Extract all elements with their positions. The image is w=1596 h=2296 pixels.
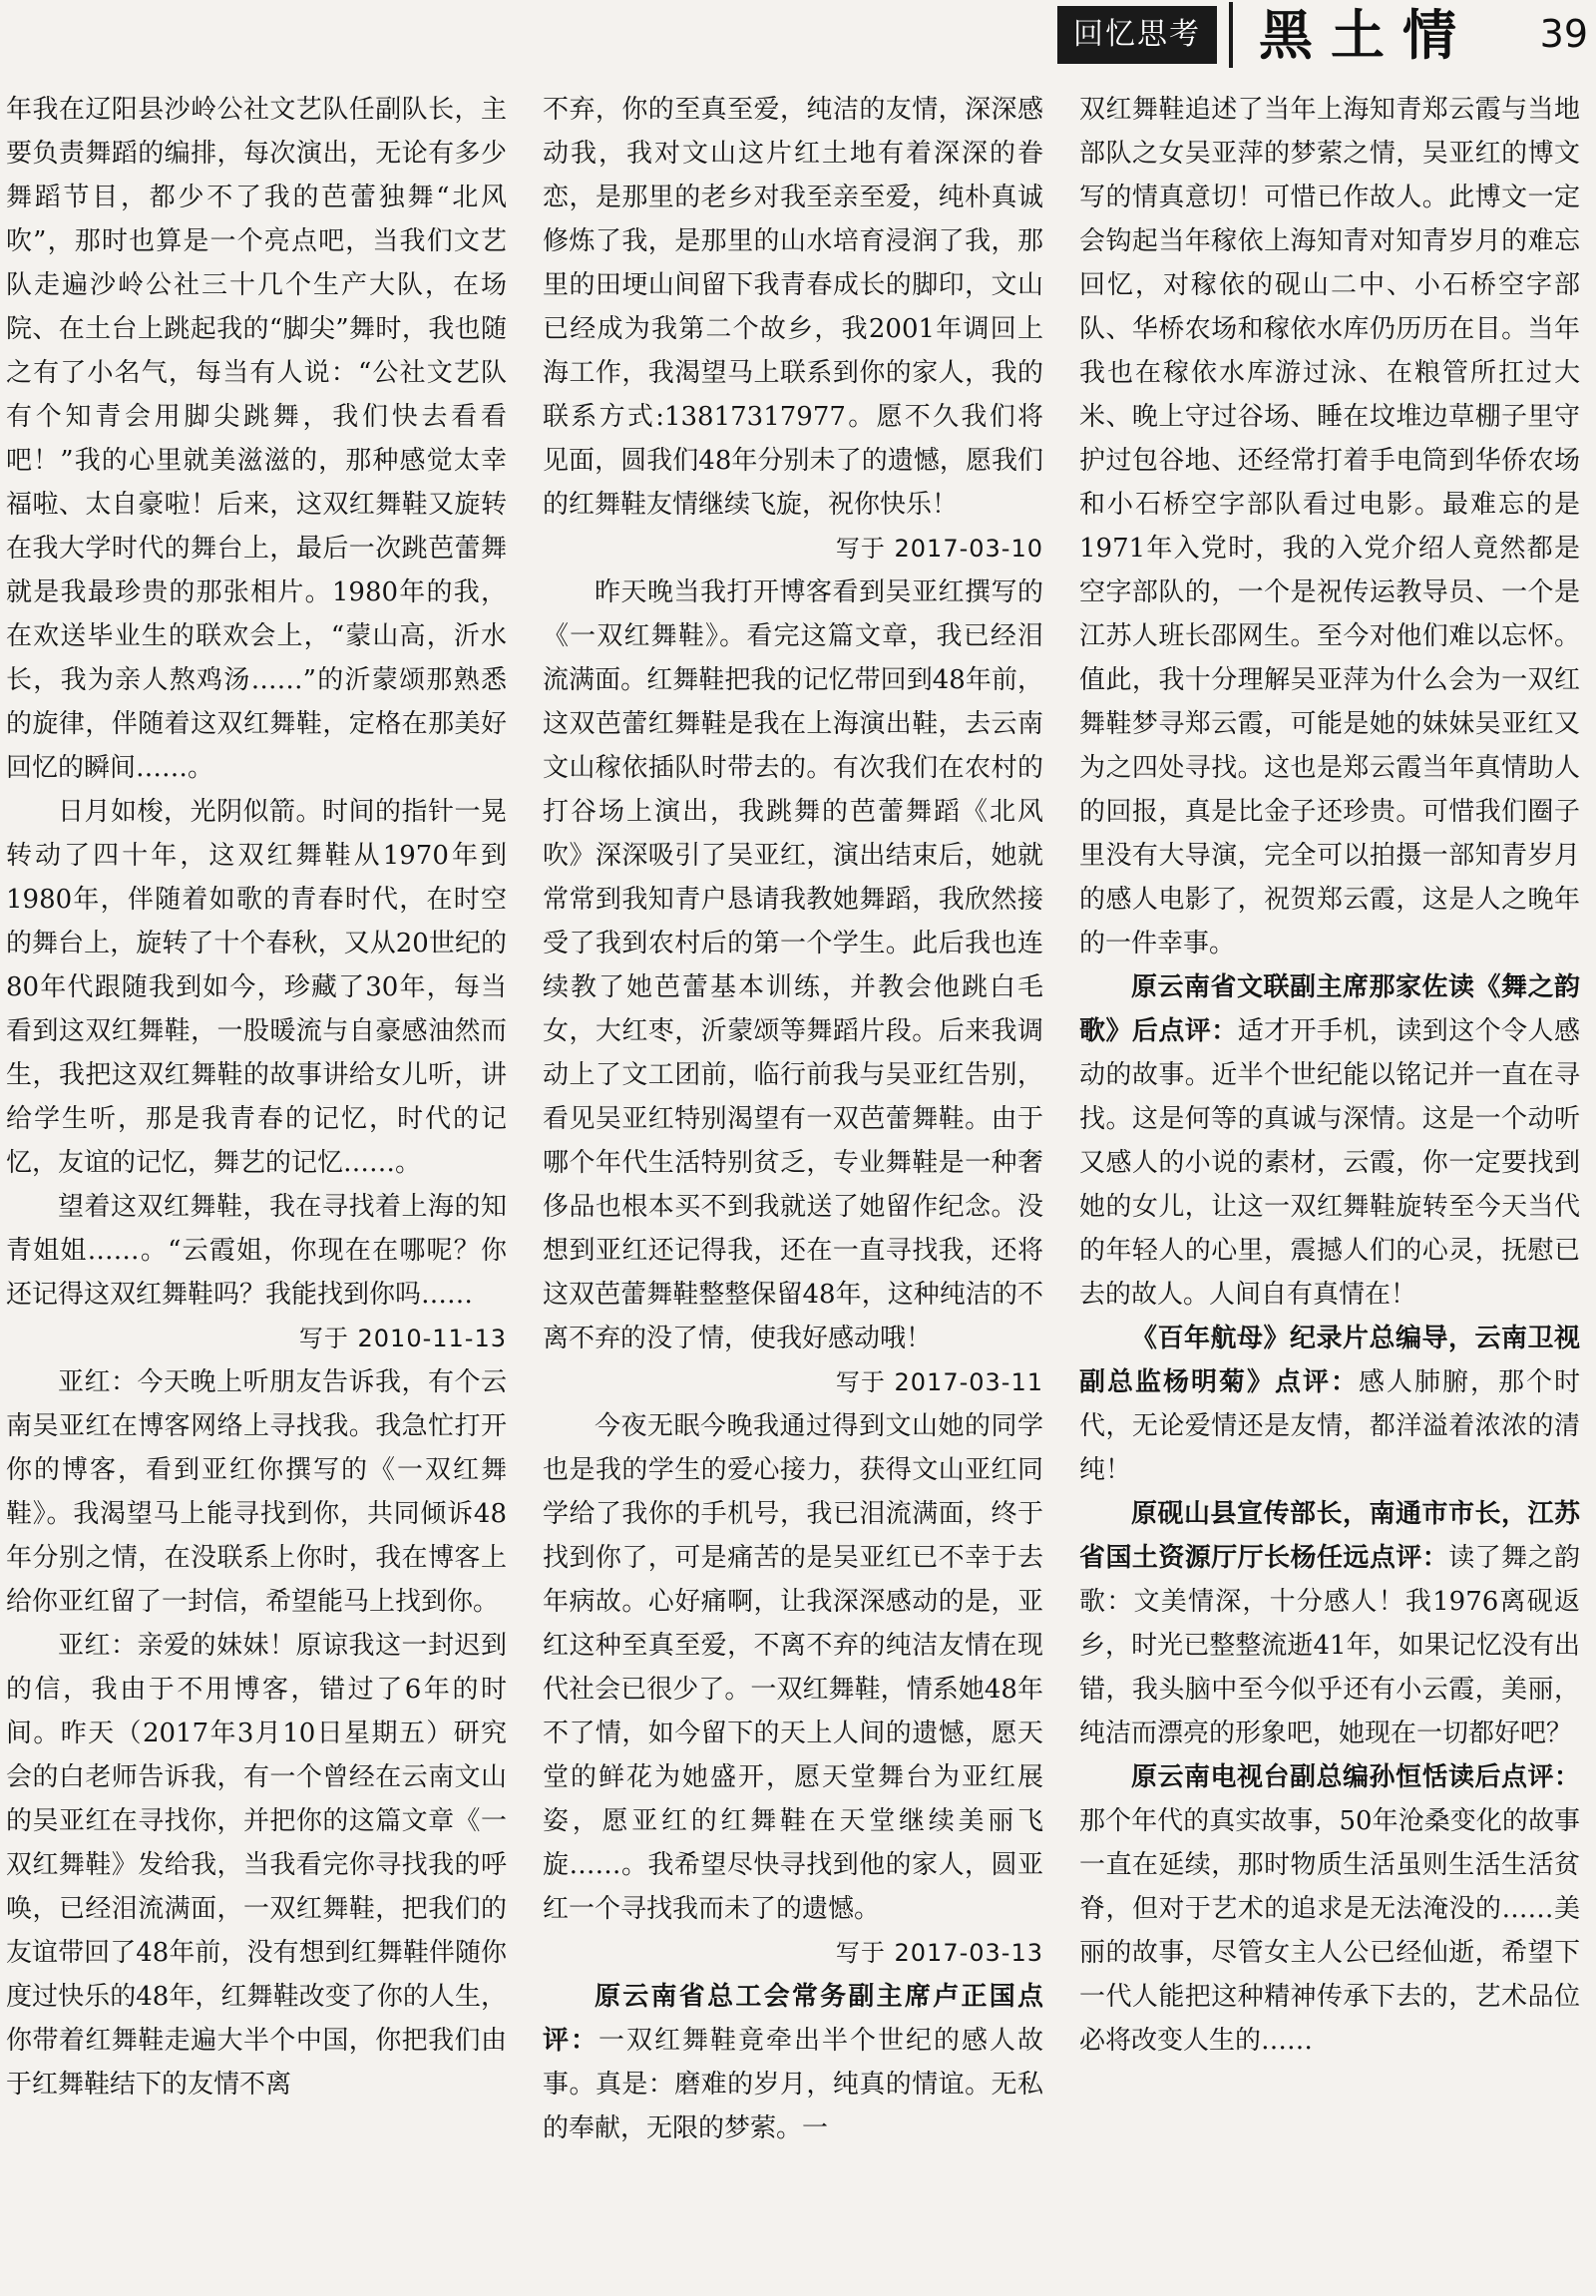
comment-paragraph: [1079, 965, 1580, 1317]
page-header: [0, 0, 1596, 76]
comment-paragraph: [1079, 1492, 1580, 1755]
date-signoff: 写于 2017-03-13: [835, 1939, 1043, 1967]
paragraph: 不弃，你的至真至爱，纯洁的友情，深深感动我，我对文山这片红土地有着深深的眷恋，是那里的老乡对我至亲至爱，纯朴真诚修炼了我，是那里的山水培育浸润了我，那里的田埂山间留下我青春成长的脚印，文山已经成为我第二个故乡，我2001年调回上海工作，我渴望马上联系到你的家人，我的联系方式:13817317977。愿不久我们将见面，圆我们48年分别未了的遗憾，愿我们的红舞鞋友情继续飞旋，祝你快乐！: [543, 95, 1043, 520]
paragraph: 亚红：亲爱的妹妹！原谅我这一封迟到的信，我由于不用博客，错过了6年的时间。昨天（2017年3月10日星期五）研究会的白老师告诉我，有一个曾经在云南文山的吴亚红在寻找你，并把你的这篇文章《一双红舞鞋》发给我，当我看完你寻找我的呼唤，已经泪流满面，一双红舞鞋，把我们的友谊带回了48年前，没有想到红舞鞋伴随你度过快乐的48年，红舞鞋改变了你的人生，你带着红舞鞋走遍大半个中国，你把我们由于红舞鞋结下的友情不离: [6, 1631, 507, 2100]
date-signoff: 写于 2017-03-10: [835, 535, 1043, 563]
section-tag: 回忆思考: [1057, 6, 1217, 64]
page-number: 39: [1539, 12, 1588, 56]
magazine-logo: 黑土情: [1259, 3, 1474, 67]
paragraph: 今夜无眠今晚我通过得到文山她的同学也是我的学生的爱心接力，获得文山亚红同学给了我你的手机号，我已泪流满面，终于找到你了，可是痛苦的是吴亚红已不幸于去年病故。心好痛啊，让我深深感动的是，亚红这种至真至爱，不离不弃的纯洁友情在现代社会已很少了。一双红舞鞋，情系她48年不了情，如今留下的天上人间的遗憾，愿天堂的鲜花为她盛开，愿天堂舞台为亚红展姿，愿亚红的红舞鞋在天堂继续美丽飞旋……。我希望尽快寻找到他的家人，圆亚红一个寻找我而未了的遗憾。: [543, 1411, 1043, 1924]
article-column-3: [1079, 88, 1580, 2296]
paragraph: 年我在辽阳县沙岭公社文艺队任副队长，主要负责舞蹈的编排，每次演出，无论有多少舞蹈节目，都少不了我的芭蕾独舞“北风吹”，那时也算是一个亮点吧，当我们文艺队走遍沙岭公社三十几个生产大队，在场院、在土台上跳起我的“脚尖”舞时，我也随之有了小名气，每当有人说：“公社文艺队有个知青会用脚尖跳舞，我们快去看看吧！”我的心里就美滋滋的，那种感觉太幸福啦、太自豪啦！后来，这双红舞鞋又旋转在我大学时代的舞台上，最后一次跳芭蕾舞就是我最珍贵的那张相片。1980年的我，在欢送毕业生的联欢会上，“蒙山高，沂水长，我为亲人熬鸡汤……”的沂蒙颂那熟悉的旋律，伴随着这双红舞鞋，定格在那美好回忆的瞬间……。: [6, 95, 507, 783]
comment-text: 那个年代的真实故事，50年沧桑变化的故事一直在延续，那时物质生活虽则生活生活贫脊，但对于艺术的追求是无法淹没的……美丽的故事，尽管女主人公已经仙逝，希望下一代人能把这种精神传承下去的，艺术品位必将改变人生的……: [1079, 1806, 1580, 2056]
commenter-lead: 原砚山县宣传部长，南通市市长，江苏省国土资源厅厅长杨任远点评：: [1079, 1499, 1580, 1573]
comment-paragraph: [543, 1975, 1043, 2150]
comment-paragraph: [1079, 1755, 1580, 2063]
paragraph: 日月如梭，光阴似箭。时间的指针一晃转动了四十年，这双红舞鞋从1970年到1980年，伴随着如歌的青春时代，在时空的舞台上，旋转了十个春秋，又从20世纪的80年代跟随我到如今，珍藏了30年，每当看到这双红舞鞋，一股暖流与自豪感油然而生，我把这双红舞鞋的故事讲给女儿听，讲给学生听，那是我青春的记忆，时代的记忆，友谊的记忆，舞艺的记忆……。: [6, 797, 507, 1178]
paragraph: 双红舞鞋追述了当年上海知青郑云霞与当地部队之女吴亚萍的梦萦之情，吴亚红的博文写的情真意切！可惜已作故人。此博文一定会钩起当年稼依上海知青对知青岁月的难忘回忆，对稼依的砚山二中、小石桥空字部队、华桥农场和稼依水库仍历历在目。当年我也在稼依水库游过泳、在粮管所扛过大米、晚上守过谷场、睡在坟堆边草棚子里守护过包谷地、还经常打着手电筒到华侨农场和小石桥空字部队看过电影。最难忘的是1971年入党时，我的入党介绍人竟然都是空字部队的，一个是祝传运教导员、一个是江苏人班长邵网生。至今对他们难以忘怀。值此，我十分理解吴亚萍为什么会为一双红舞鞋梦寻郑云霞，可能是她的妹妹吴亚红又为之四处寻找。这也是郑云霞当年真情助人的回报，真是比金子还珍贵。可惜我们圈子里没有大导演，完全可以拍摄一部知青岁月的感人电影了，祝贺郑云霞，这是人之晚年的一件幸事。: [1079, 95, 1580, 958]
commenter-lead: 原云南省总工会常务副主席卢正国点评：: [543, 1982, 1043, 2056]
paragraph: 昨天晚当我打开博客看到吴亚红撰写的《一双红舞鞋》。看完这篇文章，我已经泪流满面。红舞鞋把我的记忆带回到48年前，这双芭蕾红舞鞋是我在上海演出鞋，去云南文山稼依插队时带去的。有次我们在农村的打谷场上演出，我跳舞的芭蕾舞蹈《北风吹》深深吸引了吴亚红，演出结束后，她就常常到我知青户恳请我教她舞蹈，我欣然接受了我到农村后的第一个学生。此后我也连续教了她芭蕾基本训练，并教会他跳白毛女，大红枣，沂蒙颂等舞蹈片段。后来我调动上了文工团前，临行前我与吴亚红告别，看见吴亚红特别渴望有一双芭蕾舞鞋。由于哪个年代生活特别贫乏，专业舞鞋是一种奢侈品也根本买不到我就送了她留作纪念。没想到亚红还记得我，还在一直寻找我，还将这双芭蕾舞鞋整整保留48年，这种纯洁的不离不弃的没了情，使我好感动哦！: [543, 577, 1043, 1353]
article-column-1: [6, 88, 507, 2296]
comment-text: 一双红舞鞋竟牵出半个世纪的感人故事。真是：磨难的岁月，纯真的情谊。无私的奉献，无限的梦萦。一: [543, 2026, 1043, 2143]
paragraph: 望着这双红舞鞋，我在寻找着上海的知青姐姐……。“云霞姐，你现在在哪呢？你还记得这双红舞鞋吗？我能找到你吗……: [6, 1192, 507, 1310]
date-signoff: 写于 2010-11-13: [298, 1325, 507, 1352]
commenter-lead: 《百年航母》纪录片总编导，云南卫视副总监杨明菊》点评：: [1079, 1324, 1580, 1397]
comment-text: 适才开手机，读到这个令人感动的故事。近半个世纪能以铭记并一直在寻找。这是何等的真诚与深情。这是一个动听又感人的小说的素材，云霞，你一定要找到她的女儿，让这一双红舞鞋旋转至今天当代的年轻人的心里，震撼人们的心灵，抚慰已去的故人。人间自有真情在！: [1079, 1016, 1580, 1310]
date-signoff: 写于 2017-03-11: [835, 1368, 1043, 1396]
commenter-lead: 原云南省文联副主席那家佐读《舞之韵歌》后点评：: [1079, 972, 1580, 1046]
header-divider: [1229, 2, 1233, 68]
comment-text: 感人肺腑，那个时代，无论爱情还是友情，都洋溢着浓浓的清纯！: [1079, 1367, 1580, 1485]
commenter-lead: 原云南电视台副总编孙恒恬读后点评：: [1131, 1762, 1580, 1792]
comment-text: 读了舞之韵歌：文美情深，十分感人！我1976离砚返乡，时光已整整流逝41年，如果记忆没有出错，我头脑中至今似乎还有小云霞，美丽，纯洁而漂亮的形象吧，她现在一切都好吧？: [1079, 1543, 1580, 1748]
article-column-2: [543, 88, 1043, 2296]
paragraph: 亚红：今天晚上听朋友告诉我，有个云南吴亚红在博客网络上寻找我。我急忙打开你的博客，看到亚红你撰写的《一双红舞鞋》。我渴望马上能寻找到你，共同倾诉48年分别之情，在没联系上你时，我在博客上给你亚红留了一封信，希望能马上找到你。: [6, 1367, 507, 1617]
comment-paragraph: [1079, 1317, 1580, 1492]
